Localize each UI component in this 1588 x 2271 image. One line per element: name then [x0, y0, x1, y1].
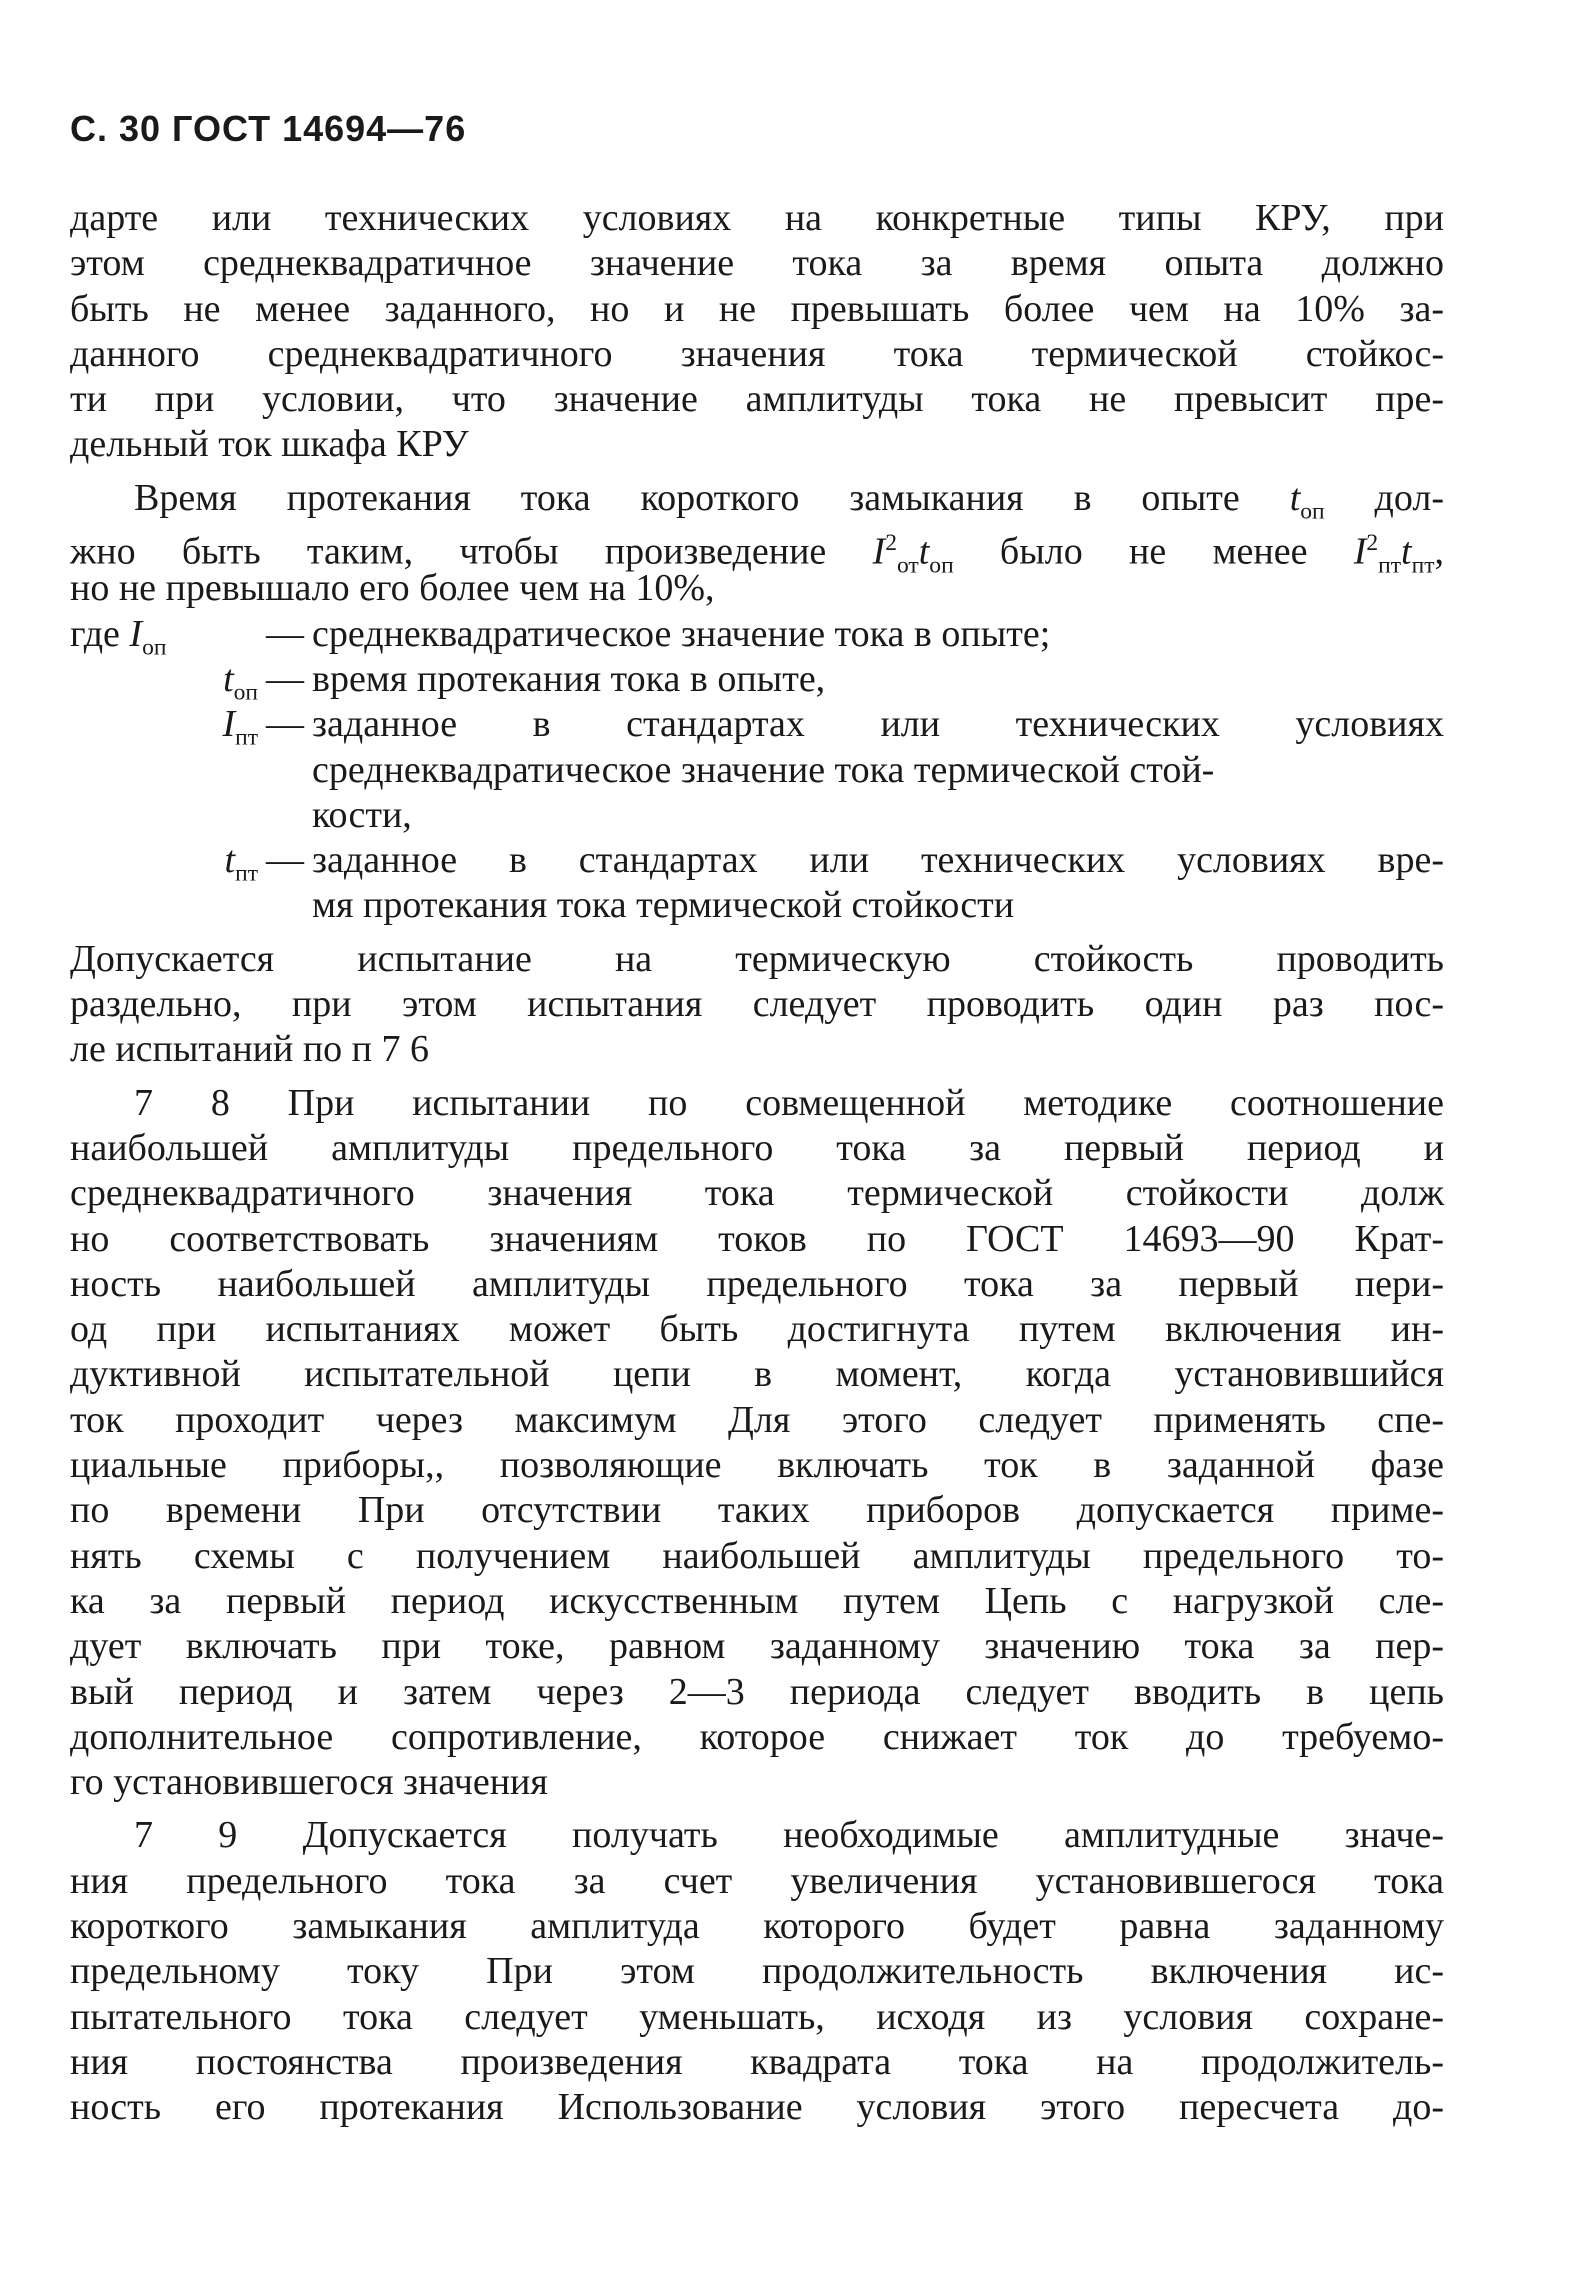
- text-line: короткого замыкания амплитуда которого будет равна заданному: [70, 1904, 1444, 1947]
- text-line: быть не менее заданного, но и не превышать более чем на 10% за-: [70, 287, 1444, 330]
- text-line: го установившегося значения: [70, 1761, 548, 1804]
- section-7-9: [70, 1813, 1444, 2130]
- text-line: Допускается испытание на термическую стойкость проводить: [70, 937, 1444, 980]
- text-line: ка за первый период искусственным путем Цепь с нагрузкой сле-: [70, 1579, 1444, 1622]
- text-line: дельный ток шкафа КРУ: [70, 423, 469, 466]
- text-line: вый период и затем через 2—3 периода следует вводить в цепь: [70, 1670, 1444, 1713]
- text-line: раздельно, при этом испытания следует проводить один раз пос-: [70, 983, 1444, 1026]
- text-line: этом среднеквадратичное значение тока за время опыта должно: [70, 242, 1444, 285]
- definition-item: $t_{оп}$ — время протекания тока в опыте,: [223, 657, 826, 706]
- text-line: наибольшей амплитуды предельного тока за первый период и: [70, 1126, 1444, 1169]
- document-body: [70, 196, 1444, 2130]
- text-line: ния предельного тока за счет увеличения установившегося тока: [70, 1859, 1444, 1902]
- text-line: но не превышало его более чем на 10%,: [70, 567, 715, 610]
- text-line: жно быть таким, чтобы произведение $I^2_{от}t_{оп}$ было не менее $I^2_{пт}t_{пт}$,: [70, 530, 1445, 579]
- definition-item: $t_{пт}$ — заданное в стандартах или технических условиях вре-: [224, 839, 1444, 887]
- text-line: данного среднеквадратичного значения тока термической стойкос-: [70, 332, 1444, 375]
- text-line: ность его протекания Использование условия этого пересчета до-: [70, 2086, 1444, 2129]
- text-line: дует включать при токе, равном заданному значению тока за пер-: [70, 1625, 1444, 1668]
- text-line: ния постоянства произведения квадрата тока на продолжитель-: [70, 2040, 1444, 2083]
- text-line: дарте или технических условиях на конкретные типы КРУ, при: [70, 197, 1444, 239]
- text-line: нять схемы с получением наибольшей амплитуды предельного то-: [70, 1534, 1444, 1577]
- text-line: ток проходит через максимум Для этого следует применять спе-: [70, 1398, 1444, 1441]
- text-line: 7 9 Допускается получать необходимые амплитудные значе-: [134, 1814, 1444, 1857]
- text-line: циальные приборы,, позволяющие включать ток в заданной фазе: [70, 1444, 1444, 1487]
- paragraph-2: [70, 476, 1444, 612]
- text-line: по времени При отсутствии таких приборов допускается приме-: [70, 1489, 1444, 1532]
- text-line: дуктивной испытательной цепи в момент, когда установившийся: [70, 1353, 1444, 1396]
- definition-continuation: мя протекания тока термической стойкости: [312, 884, 1015, 927]
- definition-continuation: среднеквадратическое значение тока термической стой-: [312, 748, 1215, 791]
- text-line: пытательного тока следует уменьшать, исходя из условия сохране-: [70, 1995, 1444, 2038]
- text-line: среднеквадратичного значения тока термической стойкости долж: [70, 1172, 1444, 1215]
- text-line: од при испытаниях может быть достигнута путем включения ин-: [70, 1308, 1444, 1351]
- definitions-list: [70, 612, 1444, 929]
- text-line: Время протекания тока короткого замыкания в опыте $t_{оп}$ дол-: [134, 476, 1444, 525]
- paragraph-1: [70, 196, 1444, 468]
- paragraph-3: [70, 937, 1444, 1073]
- text-line: 7 8 При испытании по совмещенной методике соотношение: [134, 1081, 1444, 1124]
- text-line: ти при условии, что значение амплитуды тока не превысит пре-: [70, 378, 1444, 421]
- text-line: но соответствовать значениям токов по ГОСТ 14693—90 Крат-: [70, 1217, 1444, 1260]
- text-line: ле испытаний по п 7 6: [70, 1028, 430, 1071]
- text-line: ность наибольшей амплитуды предельного тока за первый пери-: [70, 1262, 1444, 1305]
- definition-item: где $I_{оп}$ — среднеквадратическое значение тока в опыте;: [70, 612, 1051, 661]
- page-header: С. 30 ГОСТ 14694—76: [70, 108, 467, 149]
- definition-continuation: кости,: [312, 793, 412, 836]
- formula-symbol: t: [1289, 476, 1301, 519]
- text-line: предельному току При этом продолжительность включения ис-: [70, 1950, 1444, 1993]
- section-7-8: [70, 1081, 1444, 1806]
- text-line: дополнительное сопротивление, которое снижает ток до требуемо-: [70, 1715, 1444, 1758]
- definition-item: $I_{пт}$ — заданное в стандартах или технических условиях: [222, 703, 1444, 751]
